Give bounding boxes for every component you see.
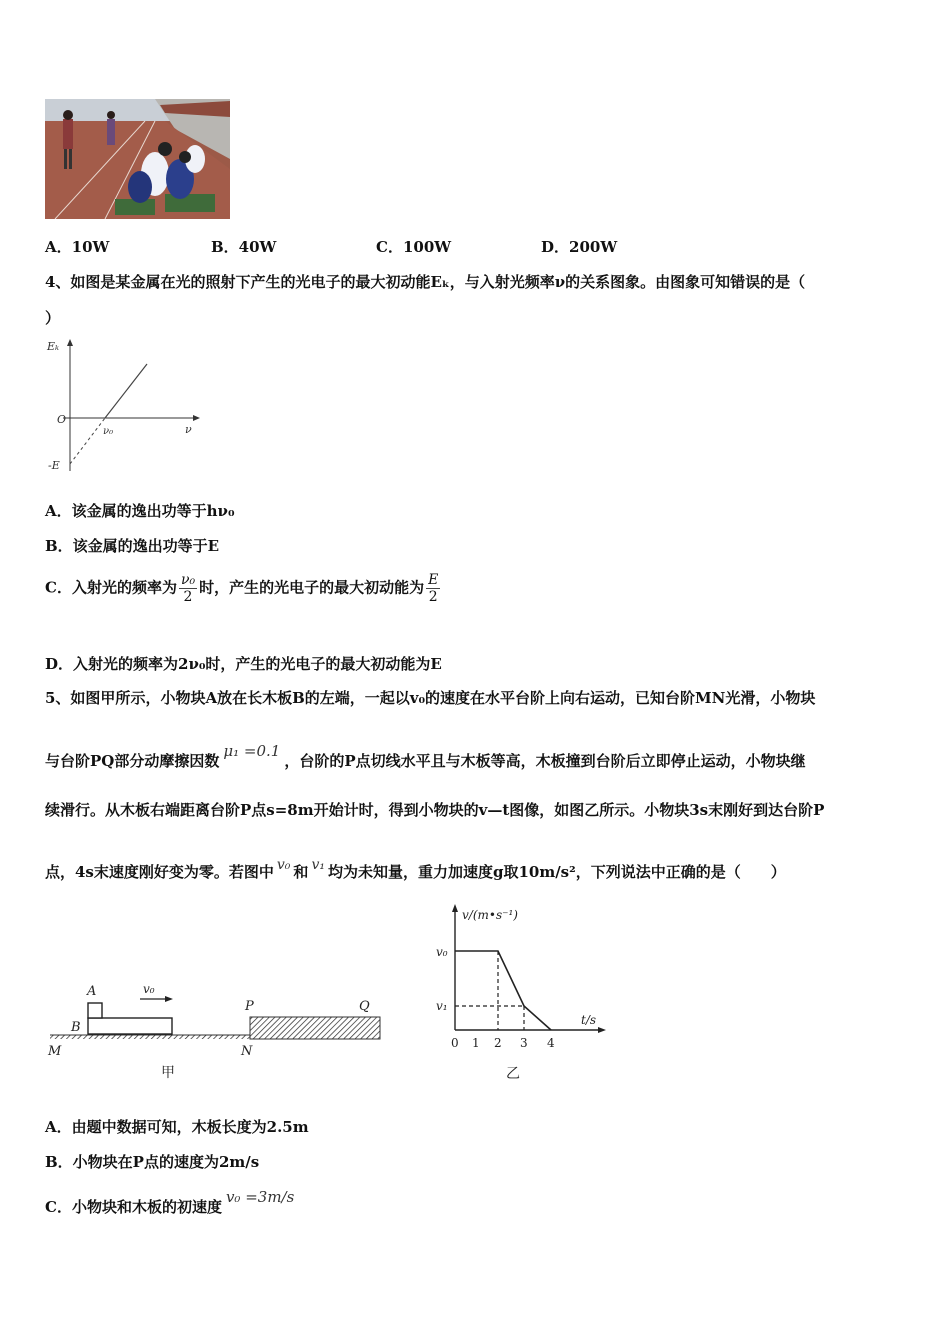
q4-option-c-pre: C．入射光的频率为	[45, 578, 177, 597]
students-photo	[45, 99, 230, 219]
q4-stem-line2: ）	[45, 309, 61, 327]
q5-line3: 续滑行。从木板右端距离台阶P点s=8m开始计时，得到小物块的v—t图像，如图乙所示。小物块3s末刚好到达台阶P	[45, 801, 825, 819]
q4-option-d: D．入射光的频率为2ν₀时，产生的光电子的最大初动能为E	[45, 655, 442, 673]
jia-label-m: M	[48, 1044, 62, 1059]
q3-option-a: A．10W	[45, 238, 110, 256]
yi-tick-0: 0	[451, 1036, 459, 1050]
q5-figure-jia	[45, 975, 385, 1085]
q4-graph-ylabel: Eₖ	[47, 340, 60, 353]
jia-label-q: Q	[359, 999, 370, 1014]
yi-ylabel: v/(m•s⁻¹)	[462, 908, 518, 922]
jia-label-v0: v₀	[143, 982, 155, 996]
q5-figure-yi	[430, 900, 620, 1085]
jia-label-b: B	[71, 1020, 81, 1035]
yi-v1-label: v₁	[436, 999, 448, 1013]
q5-v1-math: v₁	[311, 857, 325, 873]
jia-label-a: A	[87, 984, 97, 999]
q5-option-c: C．小物块和木板的初速度v₀ =3m/s	[45, 1188, 295, 1216]
yi-xlabel: t/s	[581, 1013, 597, 1027]
q4-option-c-frac2: $\frac{E}{2}$	[428, 572, 439, 605]
q5-option-b: B．小物块在P点的速度为2m/s	[45, 1153, 260, 1171]
q5-option-c-math: v₀ =3m/s	[225, 1188, 295, 1206]
q5-line2: 与台阶PQ部分动摩擦因数μ₁ =0.1，台阶的P点切线水平且与木板等高，木板撞到台阶后立即停止运动，小物块继	[45, 742, 806, 770]
q4-graph-intercept: ν₀	[103, 426, 114, 437]
q5-option-a: A．由题中数据可知，木板长度为2.5m	[45, 1118, 309, 1136]
q5-mu-math: μ₁ =0.1	[223, 742, 281, 760]
q4-graph-origin: O	[57, 413, 67, 426]
jia-caption: 甲	[161, 1065, 175, 1081]
q4-graph-xlabel: ν	[185, 423, 192, 436]
jia-label-n: N	[241, 1044, 253, 1059]
q4-stem-line1: 4、如图是某金属在光的照射下产生的光电子的最大初动能Eₖ，与入射光频率ν的关系图象。由图象可知错误的是（	[45, 273, 806, 291]
q5-line1: 5、如图甲所示，小物块A放在长木板B的左端，一起以v₀的速度在水平台阶上向右运动，已知台阶MN光滑，小物块	[45, 689, 816, 707]
yi-v0-label: v₀	[436, 945, 448, 959]
jia-label-p: P	[245, 999, 254, 1014]
q3-option-b: B．40W	[211, 238, 277, 256]
yi-tick-1: 1	[472, 1036, 480, 1050]
q3-option-c: C．100W	[376, 238, 452, 256]
q4-option-b: B．该金属的逸出功等于E	[45, 537, 220, 555]
q4-graph-neg: -E	[48, 459, 60, 472]
q4-option-c-mid: 时，产生的光电子的最大初动能为	[199, 578, 425, 597]
q5-line4: 点，4s末速度刚好变为零。若图中 v₀ 和 v₁ 均为未知量，重力加速度g取10m/s²，下列说法中正确的是（ ）	[45, 857, 786, 881]
yi-tick-3: 3	[520, 1036, 528, 1050]
q4-option-a: A．该金属的逸出功等于hν₀	[45, 502, 235, 520]
yi-caption: 乙	[506, 1066, 520, 1082]
q4-graph	[45, 336, 205, 476]
q3-option-d: D．200W	[541, 238, 618, 256]
yi-tick-4: 4	[547, 1036, 555, 1050]
q4-option-c-frac1: $\frac{\text{ν₀}}{2}$	[180, 572, 196, 605]
yi-tick-2: 2	[494, 1036, 502, 1050]
q4-option-c	[45, 572, 442, 605]
q5-v0-math: v₀	[276, 857, 291, 873]
